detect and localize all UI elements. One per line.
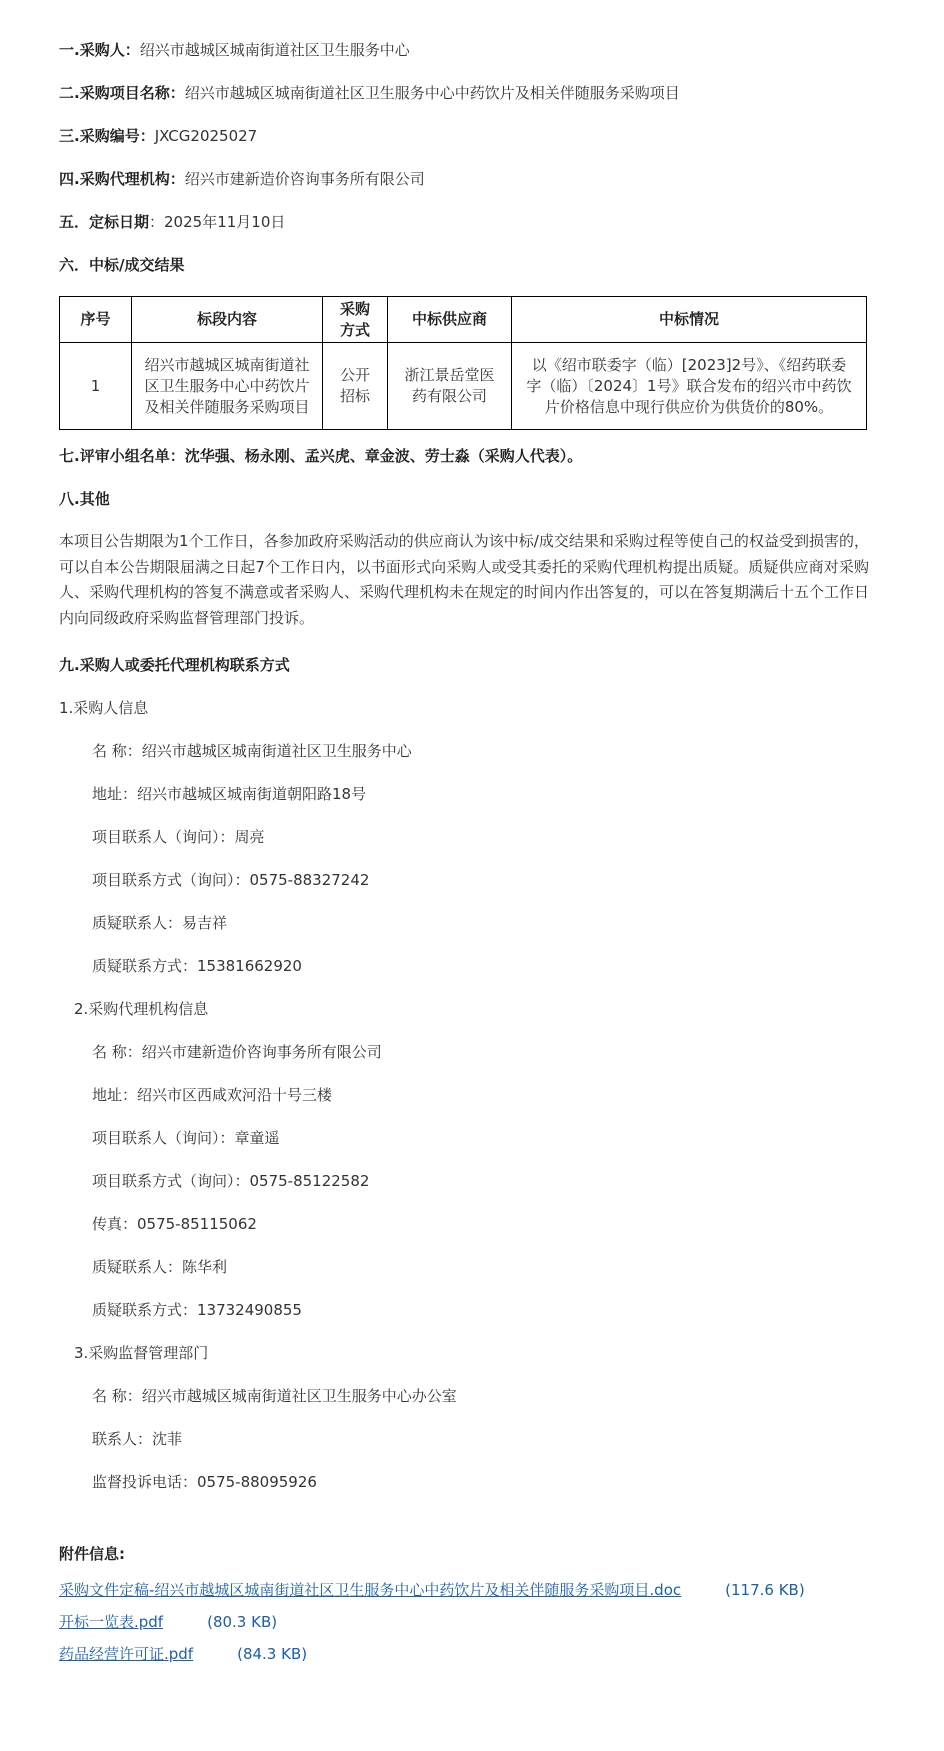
- attachment-item: [59, 1583, 805, 1598]
- supervision-info-line: 联系人：沈菲: [92, 1430, 183, 1448]
- attachment-link[interactable]: 药品经营许可证.pdf: [59, 1645, 194, 1663]
- agency-info-line: 传真：0575-85115062: [92, 1215, 257, 1233]
- purchaser-info-line: 项目联系人（询问）：周亮: [92, 828, 265, 846]
- agency-info-line: 质疑联系人：陈华利: [92, 1258, 228, 1276]
- attachment-item: [59, 1647, 307, 1662]
- purchaser-value: 绍兴市越城区城南街道社区卫生服务中心: [139, 41, 410, 59]
- purchaser-info-line: 质疑联系人：易吉祥: [92, 914, 228, 932]
- agency-info-line: 地址：绍兴市区西咸欢河沿十号三楼: [92, 1086, 333, 1104]
- table-cell: 1: [60, 343, 132, 430]
- other-paragraph: 本项目公告期限为1个工作日，各参加政府采购活动的供应商认为该中标/成交结果和采购过程等使自己的权益受到损害的，可以自本公告期限届满之日起7个工作日内，以书面形式向采购人或受其委托的采购代理机构提出质疑。质疑供应商对采购人、采购代理机构的答复不满意或者采购人、采购代理机构未在规定的时间内作出答复的，可以在答复期满后十五个工作日内向同级政府采购监督管理部门投诉。: [59, 532, 870, 628]
- agency-info-title: 2.采购代理机构信息: [74, 1000, 209, 1018]
- project-no-line: [59, 129, 257, 144]
- table-header: 序号: [60, 297, 132, 343]
- table-cell: 以《绍市联委字（临）[2023]2号》、《绍药联委字（临）〔2024〕1号》联合发布的绍兴市中药饮片价格信息中现行供应价为供货价的80%。: [512, 343, 867, 430]
- agency-info-line: 名 称：绍兴市建新造价咨询事务所有限公司: [92, 1043, 382, 1061]
- purchaser-info-line: 地址：绍兴市越城区城南街道朝阳路18号: [92, 785, 367, 803]
- table-header: 采购方式: [323, 297, 388, 343]
- agency-info-line: 项目联系人（询问）：章童遥: [92, 1129, 280, 1147]
- award-date-label: 五．定标日期: [59, 213, 150, 231]
- purchaser-info-line: 名 称：绍兴市越城区城南街道社区卫生服务中心: [92, 742, 412, 760]
- purchaser-info-line: 项目联系方式（询问）：0575-88327242: [92, 871, 370, 889]
- supervision-info-title: 3.采购监督管理部门: [74, 1344, 209, 1362]
- table-header: 中标供应商: [388, 297, 512, 343]
- panel-line: [59, 449, 582, 464]
- attachments-title: 附件信息:: [59, 1545, 125, 1563]
- attachment-size: (117.6 KB): [725, 1581, 805, 1599]
- table-cell: 公开招标: [323, 343, 388, 430]
- table-cell: 浙江景岳堂医药有限公司: [388, 343, 512, 430]
- purchaser-info-title: 1.采购人信息: [59, 699, 149, 717]
- project-no-label: 三.采购编号：: [59, 127, 155, 145]
- supervision-info-line: 名 称：绍兴市越城区城南街道社区卫生服务中心办公室: [92, 1387, 457, 1405]
- panel-value: 沈华强、杨永刚、孟兴虎、章金波、劳士淼（采购人代表）。: [184, 447, 583, 465]
- attachment-link[interactable]: 采购文件定稿-绍兴市越城区城南街道社区卫生服务中心中药饮片及相关伴随服务采购项目.doc: [59, 1581, 682, 1599]
- other-title: 八.其他: [59, 490, 110, 508]
- purchaser-label: 一.采购人：: [59, 41, 140, 59]
- supervision-info-line: 监督投诉电话：0575-88095926: [92, 1473, 317, 1491]
- agency-value: 绍兴市建新造价咨询事务所有限公司: [184, 170, 425, 188]
- attachment-link[interactable]: 开标一览表.pdf: [59, 1613, 164, 1631]
- table-header-row: [60, 297, 867, 343]
- attachment-size: (84.3 KB): [237, 1645, 308, 1663]
- result-title: 六．中标/成交结果: [59, 256, 185, 274]
- table-header: 标段内容: [132, 297, 323, 343]
- result-table: [59, 296, 867, 430]
- agency-label: 四.采购代理机构：: [59, 170, 185, 188]
- purchaser-info-line: 质疑联系方式：15381662920: [92, 957, 302, 975]
- table-row: [60, 343, 867, 430]
- project-no-value: JXCG2025027: [154, 127, 258, 145]
- award-date-line: [59, 215, 285, 230]
- agency-info-line: 项目联系方式（询问）：0575-85122582: [92, 1172, 370, 1190]
- project-name-label: 二.采购项目名称：: [59, 84, 185, 102]
- contact-title: 九.采购人或委托代理机构联系方式: [59, 656, 290, 674]
- attachment-item: [59, 1615, 277, 1630]
- agency-info-line: 质疑联系方式：13732490855: [92, 1301, 302, 1319]
- agency-line: [59, 172, 425, 187]
- panel-label: 七.评审小组名单：: [59, 447, 185, 465]
- project-name-value: 绍兴市越城区城南街道社区卫生服务中心中药饮片及相关伴随服务采购项目: [184, 84, 680, 102]
- award-date-value: ：2025年11月10日: [149, 213, 286, 231]
- table-cell: 绍兴市越城区城南街道社区卫生服务中心中药饮片及相关伴随服务采购项目: [132, 343, 323, 430]
- table-header: 中标情况: [512, 297, 867, 343]
- project-name-line: [59, 86, 680, 101]
- purchaser-line: [59, 43, 410, 58]
- attachment-size: (80.3 KB): [207, 1613, 278, 1631]
